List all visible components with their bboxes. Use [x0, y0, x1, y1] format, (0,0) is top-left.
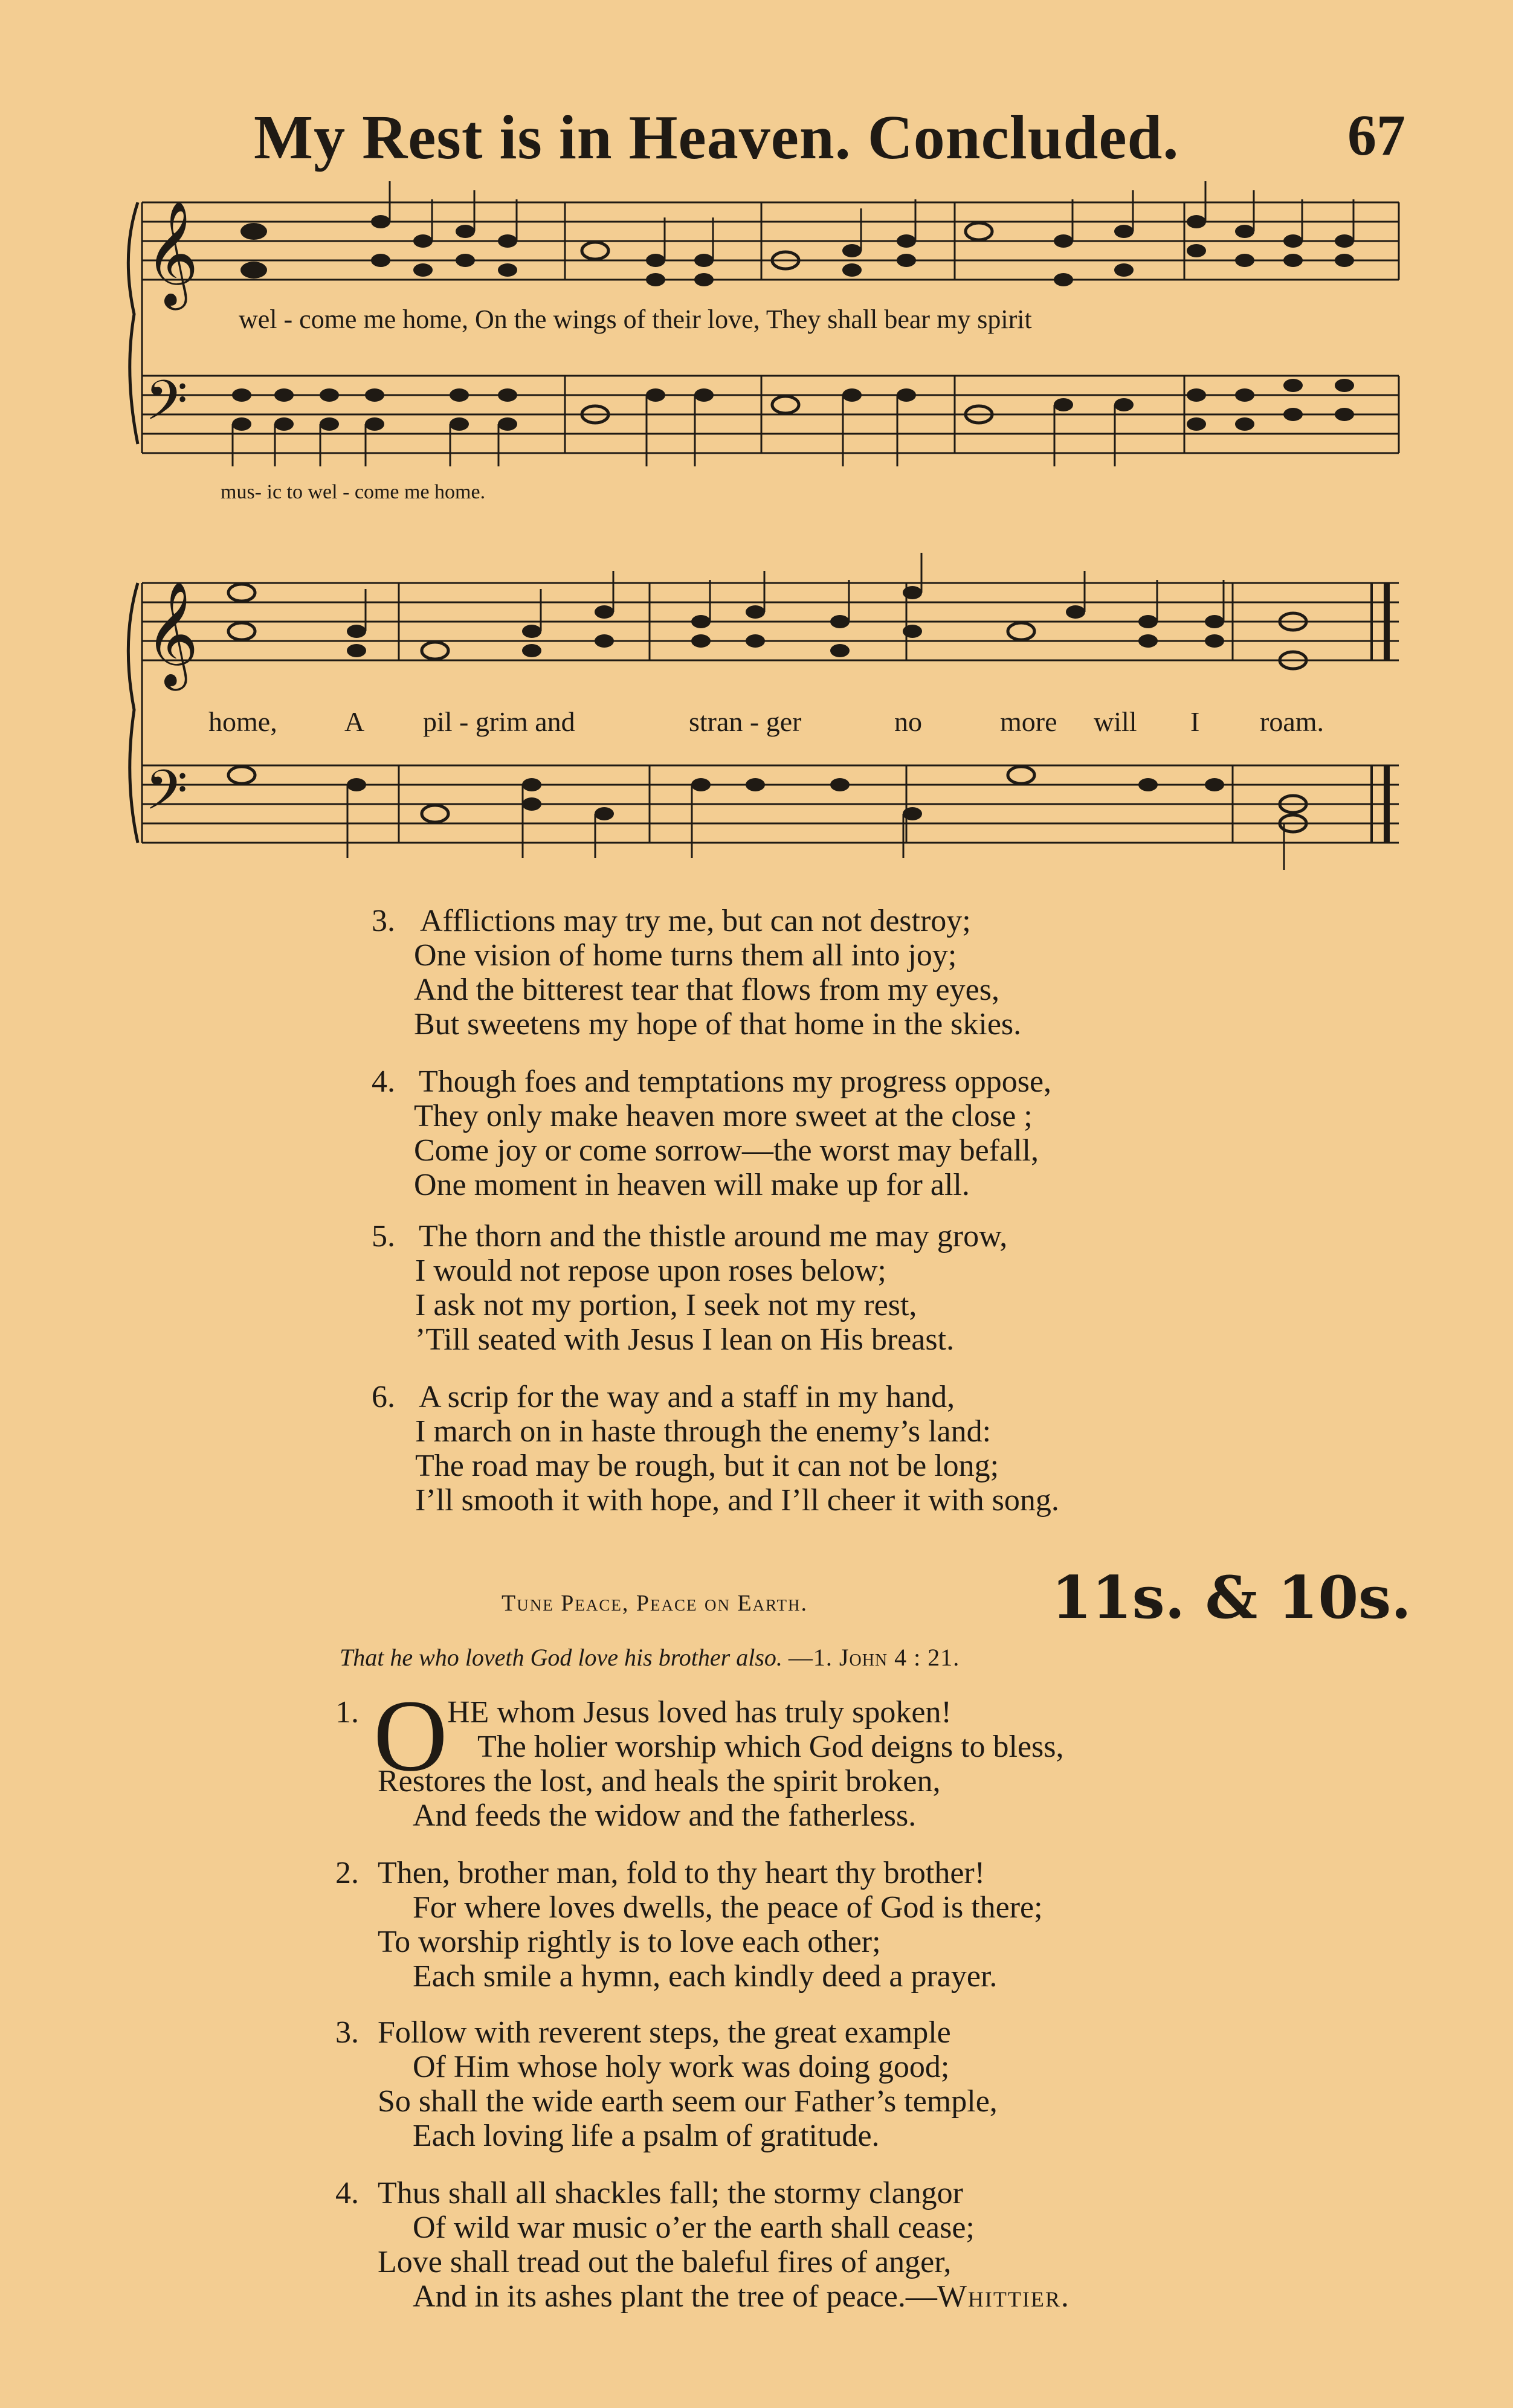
lyric-syllable: I [1190, 706, 1200, 737]
lyric-syllable: will [1094, 706, 1137, 737]
stanza-number: 5. [372, 1219, 395, 1254]
stanza-line: So shall the wide earth seem our Father’s temple, [378, 2084, 998, 2119]
stanza-number: 3. [372, 904, 395, 938]
stanza-line: One moment in heaven will make up for all. [414, 1168, 970, 1202]
bass-clef-icon: 𝄢 [145, 758, 188, 835]
scripture-verse [340, 1643, 960, 1672]
stanza-number: 3. [335, 2015, 359, 2050]
stanza-line: The road may be rough, but it can not be long; [415, 1449, 999, 1483]
stanza-line: Restores the lost, and heals the spirit broken, [378, 1764, 941, 1798]
stanza-line: I’ll smooth it with hope, and I’ll cheer it with song. [415, 1483, 1059, 1518]
system2-lyric [208, 706, 1324, 737]
stanza-line: And feeds the widow and the fatherless. [413, 1798, 917, 1833]
lyric-syllable: more [1000, 706, 1057, 737]
lyric-syllable: home, [208, 706, 277, 737]
tune-name: Tune Peace, Peace on Earth. [502, 1591, 808, 1616]
stanza-line: I march on in haste through the enemy’s land: [415, 1414, 992, 1449]
system1-treble-lyric: wel - come me home, On the wings of their love, They shall bear my spirit [239, 304, 1032, 334]
system2-bass-staff [142, 765, 1399, 843]
music-score [0, 0, 1513, 906]
treble-clef-icon: 𝄞 [145, 201, 199, 306]
treble-clef-icon: 𝄞 [145, 581, 199, 686]
stanza-line: But sweetens my hope of that home in the skies. [414, 1007, 1022, 1041]
stanza-line: HE whom Jesus loved has truly spoken! [447, 1695, 952, 1730]
stanza-line: For where loves dwells, the peace of God is there; [413, 1890, 1043, 1925]
drop-cap: O [373, 1679, 448, 1792]
stanza-line: I would not repose upon roses below; [415, 1254, 886, 1288]
stanza-line: Then, brother man, fold to thy heart thy brother! [378, 1856, 986, 1890]
page-title: My Rest is in Heaven. Concluded. [254, 103, 1179, 172]
stanza-line: Love shall tread out the baleful fires of anger, [378, 2245, 952, 2279]
stanza-line: Though foes and temptations my progress oppose, [419, 1064, 1052, 1099]
stanza-line: Of Him whose holy work was doing good; [413, 2050, 950, 2084]
page-number: 67 [1347, 103, 1405, 167]
stanza-line: To worship rightly is to love each other; [378, 1925, 881, 1959]
system1-bass-staff [142, 376, 1399, 453]
author-name: Whittier. [937, 2279, 1070, 2314]
stanza-line: Afflictions may try me, but can not destroy; [420, 904, 971, 938]
stanza-number: 2. [335, 1856, 359, 1890]
lyric-syllable: roam. [1260, 706, 1324, 737]
stanza-line: And the bitterest tear that flows from my eyes, [414, 973, 999, 1007]
stanza-number: 4. [335, 2176, 359, 2210]
bass-clef-icon: 𝄢 [145, 369, 188, 446]
system1-treble-staff [142, 202, 1399, 280]
stanza-line: Follow with reverent steps, the great example [378, 2015, 951, 2050]
stanza-line-text: And in its ashes plant the tree of peace.— [413, 2279, 937, 2314]
system2-brace [128, 583, 138, 843]
stanza-number: 4. [372, 1064, 395, 1099]
system1-brace [128, 202, 138, 444]
stanza-line: Each loving life a psalm of gratitude. [413, 2119, 880, 2153]
lyric-syllable: stran - ger [689, 706, 802, 737]
lyric-syllable: A [344, 706, 365, 737]
stanza-line: Each smile a hymn, each kindly deed a prayer. [413, 1959, 998, 1994]
scripture-reference: —1. John 4 : 21. [788, 1644, 960, 1671]
meter: 11s. & 10s. [1051, 1563, 1411, 1632]
stanza-line: One vision of home turns them all into joy; [414, 938, 957, 973]
stanza-line: ’Till seated with Jesus I lean on His breast. [415, 1322, 955, 1357]
stanza-line: Of wild war music o’er the earth shall cease; [413, 2210, 975, 2245]
stanza-line: A scrip for the way and a staff in my hand, [419, 1380, 955, 1414]
stanza-line: They only make heaven more sweet at the close ; [414, 1099, 1033, 1133]
stanza-line: Thus shall all shackles fall; the stormy clangor [378, 2176, 963, 2210]
system1-bass-lyric: mus- ic to wel - come me home. [221, 481, 486, 503]
lyric-syllable: pil - grim and [423, 706, 575, 737]
scripture-quote: That he who loveth God love his brother also. [340, 1644, 782, 1671]
stanza-number: 6. [372, 1380, 395, 1414]
stanza-number: 1. [335, 1695, 359, 1730]
stanza-line: The holier worship which God deigns to bless, [477, 1730, 1064, 1764]
stanza-line: The thorn and the thistle around me may grow, [419, 1219, 1008, 1254]
lyric-syllable: no [894, 706, 922, 737]
stanza-line: Come joy or come sorrow—the worst may befall, [414, 1133, 1039, 1168]
stanza-line [413, 2279, 1070, 2314]
stanza-line: I ask not my portion, I seek not my rest, [415, 1288, 917, 1322]
